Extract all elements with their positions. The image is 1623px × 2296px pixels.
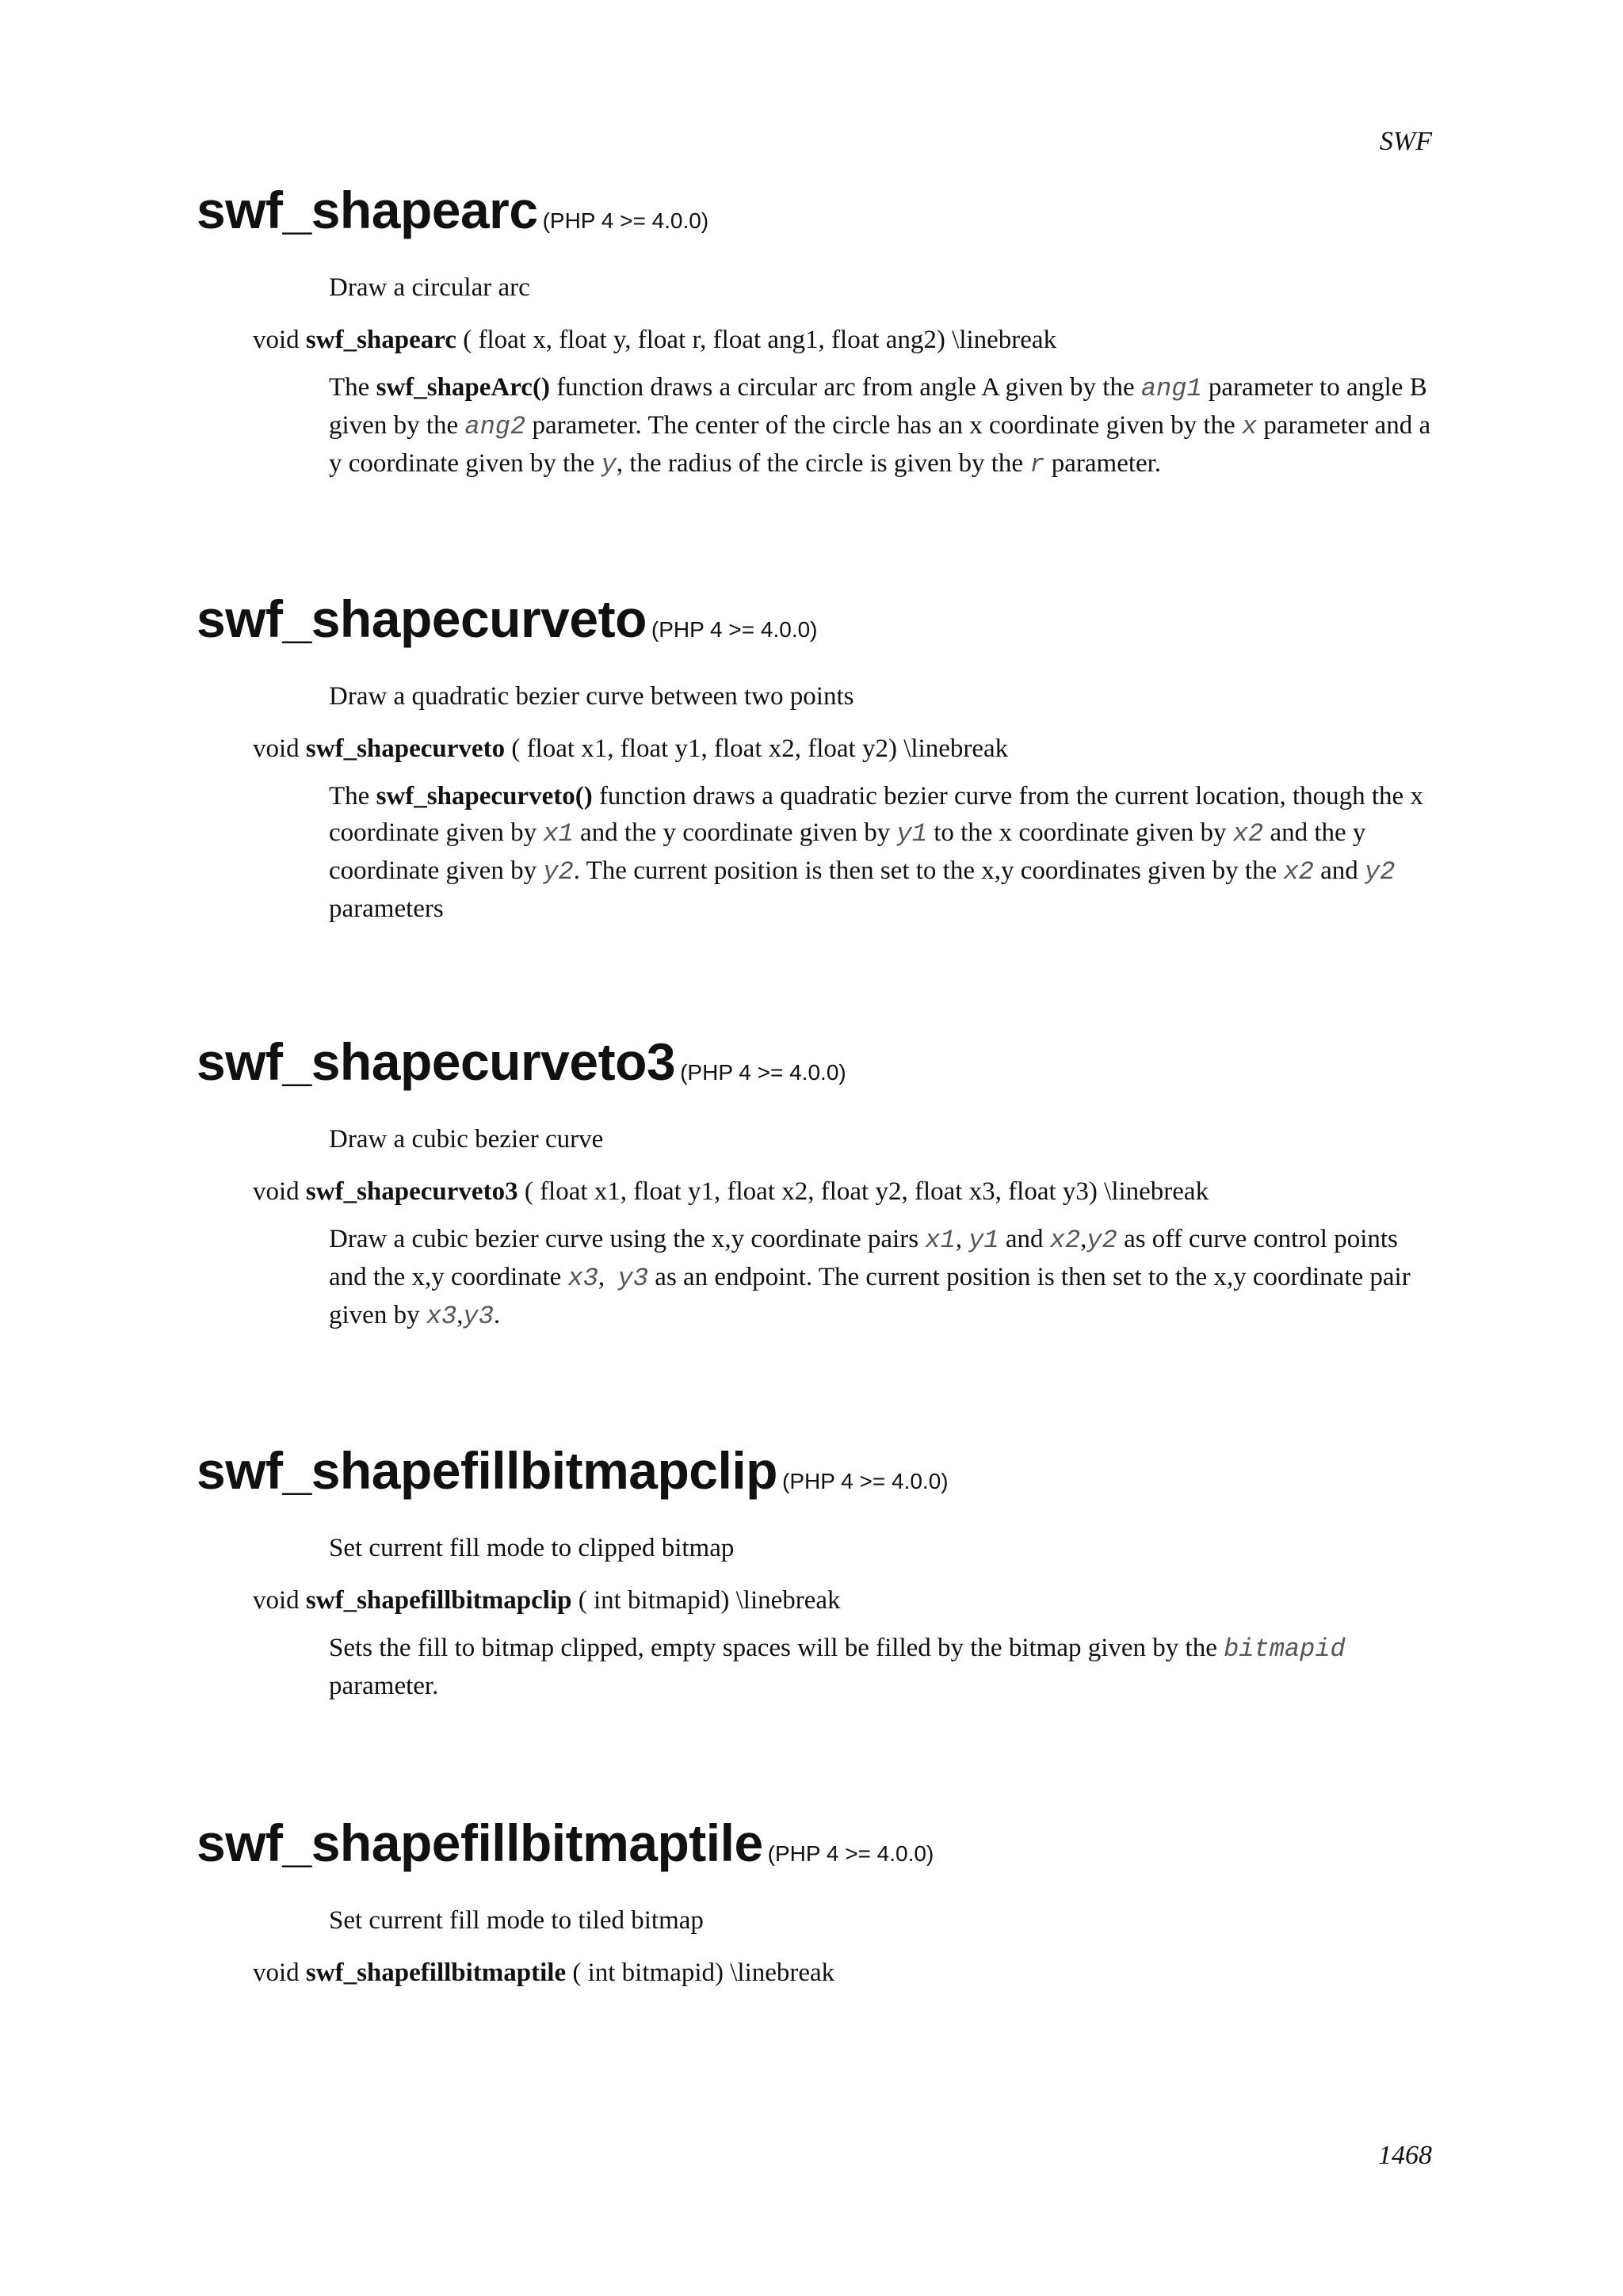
param-name: x3 (426, 1302, 457, 1331)
synopsis-function-name: swf_shapefillbitmapclip (305, 1586, 572, 1615)
desc-text: parameter to angle B given by the (329, 373, 1427, 440)
desc-text: and the y coordinate given by (329, 818, 1366, 885)
page-number: 1468 (1378, 2141, 1432, 2170)
synopsis-function-name: swf_shapecurveto (305, 734, 506, 763)
purpose-text: Draw a cubic bezier curve (329, 1125, 604, 1154)
description-paragraph (329, 369, 1433, 483)
version-note: (PHP 4 >= 4.0.0) (782, 1469, 949, 1493)
function-name: swf_shapecurveto (197, 589, 647, 648)
desc-text: parameter and a y coordinate given by the (329, 411, 1431, 478)
description-paragraph (329, 1221, 1433, 1335)
return-type: void (253, 1958, 300, 1987)
entry-swf-shapecurveto3 (197, 1032, 1433, 1335)
function-synopsis (253, 1173, 1433, 1210)
return-type: void (253, 326, 300, 354)
synopsis-function-name: swf_shapearc (305, 326, 456, 354)
entry-swf-shapecurveto (197, 589, 1433, 927)
version-note: (PHP 4 >= 4.0.0) (767, 1841, 934, 1866)
function-name: swf_shapefillbitmapclip (197, 1441, 777, 1500)
function-name: swf_shapecurveto3 (197, 1032, 676, 1091)
return-type: void (253, 1586, 300, 1615)
entry-title (197, 1441, 1433, 1500)
desc-text: function draws a quadratic bezier curve from the current location, though the x coordinate given by (329, 782, 1423, 847)
param-name: ang1 (1140, 374, 1202, 403)
synopsis-args: ( float x, float y, float r, float ang1, float ang2) \linebreak (463, 326, 1057, 354)
desc-text: parameter. The center of the circle has an x coordinate given by the (525, 411, 1242, 440)
desc-text: parameter. (329, 1672, 439, 1700)
param-name: r (1029, 450, 1045, 479)
function-synopsis (253, 1955, 1433, 1991)
param-name: x1 (925, 1226, 956, 1255)
synopsis-args: ( int bitmapid) \linebreak (578, 1586, 841, 1615)
desc-function-name: swf_shapecurveto() (376, 782, 593, 810)
desc-text: and (999, 1225, 1050, 1253)
desc-text: . (493, 1301, 501, 1329)
desc-function-name: swf_shapeArc() (376, 373, 550, 402)
param-name: y3 (617, 1264, 649, 1293)
return-type: void (253, 1177, 300, 1206)
synopsis-args: ( float x1, float y1, float x2, float y2) \linebreak (511, 734, 1009, 763)
synopsis-function-name: swf_shapecurveto3 (305, 1177, 518, 1206)
function-synopsis (253, 730, 1433, 767)
running-header: SWF (1379, 127, 1432, 156)
param-name: x1 (543, 819, 574, 849)
desc-text: parameter. (1044, 449, 1162, 478)
entry-title (197, 589, 1433, 648)
desc-text: as an endpoint. The current position is then set to the x,y coordinate pair given by (329, 1263, 1411, 1329)
param-name: y2 (543, 857, 574, 887)
purpose-text: Set current fill mode to clipped bitmap (329, 1534, 735, 1562)
version-note: (PHP 4 >= 4.0.0) (651, 617, 818, 642)
synopsis-args: ( int bitmapid) \linebreak (572, 1958, 835, 1987)
description-paragraph (329, 1630, 1433, 1704)
desc-text: , (1080, 1225, 1087, 1253)
entry-swf-shapefillbitmapclip (197, 1441, 1433, 1704)
desc-text: to the x coordinate given by (926, 818, 1233, 847)
function-synopsis (253, 1582, 1433, 1619)
purpose-text: Set current fill mode to tiled bitmap (329, 1906, 704, 1935)
param-name: x3 (567, 1264, 598, 1293)
desc-text: The (329, 782, 376, 810)
param-name: y2 (1086, 1226, 1117, 1255)
desc-text: and the y coordinate given by (573, 818, 897, 847)
desc-text: , (598, 1263, 618, 1291)
entry-title (197, 1814, 1433, 1872)
desc-text: , the radius of the circle is given by the (616, 449, 1030, 478)
purpose-text: Draw a quadratic bezier curve between two points (329, 682, 854, 711)
param-name: x2 (1049, 1226, 1081, 1255)
desc-text: parameters (329, 894, 444, 923)
description-paragraph (329, 778, 1433, 927)
param-name: y3 (463, 1302, 494, 1331)
entry-swf-shapearc (197, 181, 1433, 483)
function-name: swf_shapearc (197, 181, 538, 239)
version-note: (PHP 4 >= 4.0.0) (542, 208, 709, 233)
param-name: y1 (968, 1226, 999, 1255)
entry-title (197, 1032, 1433, 1091)
desc-text: and (1313, 856, 1365, 885)
desc-text: The (329, 373, 376, 402)
param-name: y2 (1365, 857, 1396, 887)
param-name: bitmapid (1224, 1634, 1346, 1664)
return-type: void (253, 734, 300, 763)
version-note: (PHP 4 >= 4.0.0) (680, 1060, 846, 1085)
desc-text: as off curve control points and the x,y coordinate (329, 1225, 1398, 1291)
synopsis-function-name: swf_shapefillbitmaptile (305, 1958, 567, 1987)
param-name: x2 (1283, 857, 1314, 887)
param-name: x2 (1232, 819, 1264, 849)
entry-title (197, 181, 1433, 239)
desc-text: function draws a circular arc from angle A given by the (549, 373, 1141, 402)
purpose-text: Draw a circular arc (329, 273, 530, 302)
synopsis-args: ( float x1, float y1, float x2, float y2, float x3, float y3) \linebreak (524, 1177, 1209, 1206)
function-synopsis (253, 322, 1433, 358)
param-name: x (1241, 412, 1258, 441)
desc-text: , (955, 1225, 969, 1253)
desc-text: Sets the fill to bitmap clipped, empty spaces will be filled by the bitmap given by the (329, 1634, 1224, 1662)
param-name: ang2 (464, 412, 526, 441)
param-name: y (601, 450, 617, 479)
desc-text: . The current position is then set to the x,y coordinates given by the (573, 856, 1284, 885)
entry-swf-shapefillbitmaptile (197, 1814, 1433, 1991)
function-name: swf_shapefillbitmaptile (197, 1814, 763, 1872)
desc-text: Draw a cubic bezier curve using the x,y coordinate pairs (329, 1225, 926, 1253)
desc-text: , (456, 1301, 464, 1329)
param-name: y1 (896, 819, 927, 849)
